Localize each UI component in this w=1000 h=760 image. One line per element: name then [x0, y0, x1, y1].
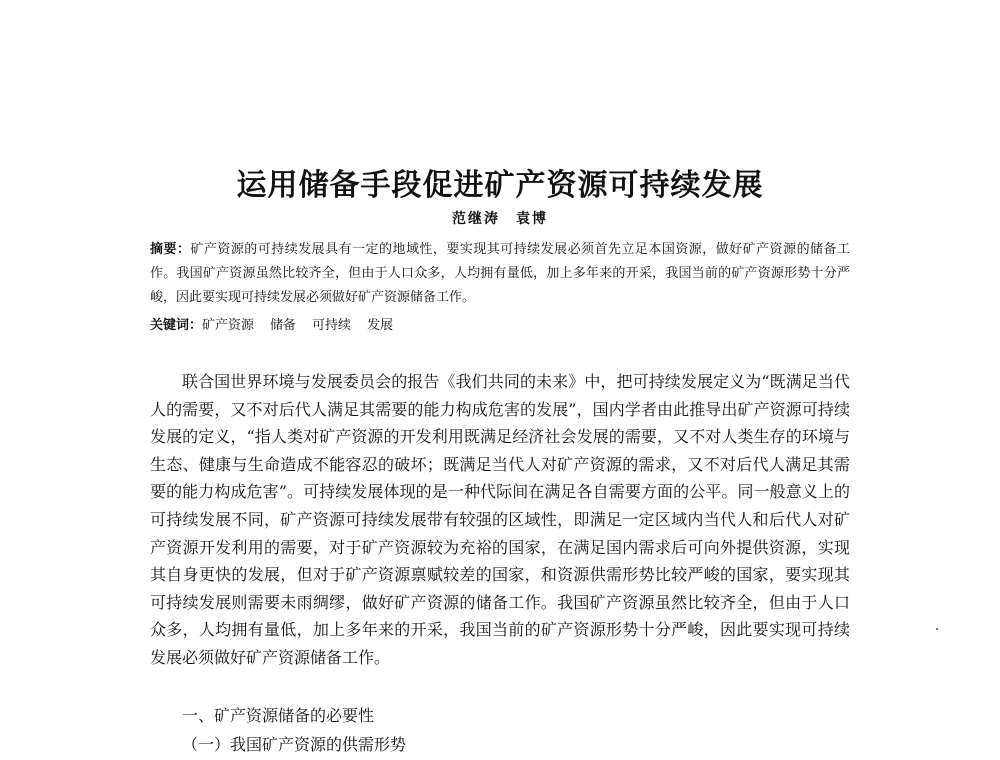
abstract-text: 矿产资源的可持续发展具有一定的地域性，要实现其可持续发展必须首先立足本国资源，做好矿产资源的储备工作。我国矿产资源虽然比较齐全，但由于人口众多，人均拥有量低，加上多年来的开采，我国当前的矿产资源形势十分严峻，因此要实现可持续发展必须做好矿产资源储备工作。 [150, 242, 850, 305]
keywords-label: 关键词： [150, 318, 203, 333]
abstract [150, 238, 850, 310]
body-paragraph: 联合国世界环境与发展委员会的报告《我们共同的未来》中，把可持续发展定义为“既满足当代人的需要，又不对后代人满足其需要的能力构成危害的发展”，国内学者由此推导出矿产资源可持续发展的定义，“指人类对矿产资源的开发利用既满足经济社会发展的需要，又不对人类生存的环境与生态、健康与生命造成不能容忍的破坏；既满足当代人对矿产资源的需求，又不对后代人满足其需要的能力构成危害”。可持续发展体现的是一种代际间在满足各自需要方面的公平。同一般意义上的可持续发展不同，矿产资源可持续发展带有较强的区域性，即满足一定区域内当代人和后代人对矿产资源开发利用的需要，对于矿产资源较为充裕的国家，在满足国内需求后可向外提供资源，实现其自身更快的发展，但对于矿产资源禀赋较差的国家，和资源供需形势比较严峻的国家，要实现其可持续发展则需要未雨绸缪，做好矿产资源的储备工作。我国矿产资源虽然比较齐全，但由于人口众多，人均拥有量低，加上多年来的开采，我国当前的矿产资源形势十分严峻，因此要实现可持续发展必须做好矿产资源储备工作。 [150, 372, 850, 667]
keyword: 发展 [367, 318, 394, 333]
keywords [150, 314, 850, 338]
scan-speck [936, 628, 938, 630]
subsection-heading: （一）我国矿产资源的供需形势 [182, 735, 407, 754]
authors: 范继涛 袁博 [452, 211, 548, 227]
paper-title: 运用储备手段促进矿产资源可持续发展 [236, 168, 764, 203]
section-heading: 一、矿产资源储备的必要性 [182, 706, 375, 725]
abstract-label: 摘要： [150, 242, 191, 257]
keyword: 储备 [270, 318, 297, 333]
keyword: 可持续 [312, 318, 352, 333]
keyword: 矿产资源 [202, 318, 255, 333]
